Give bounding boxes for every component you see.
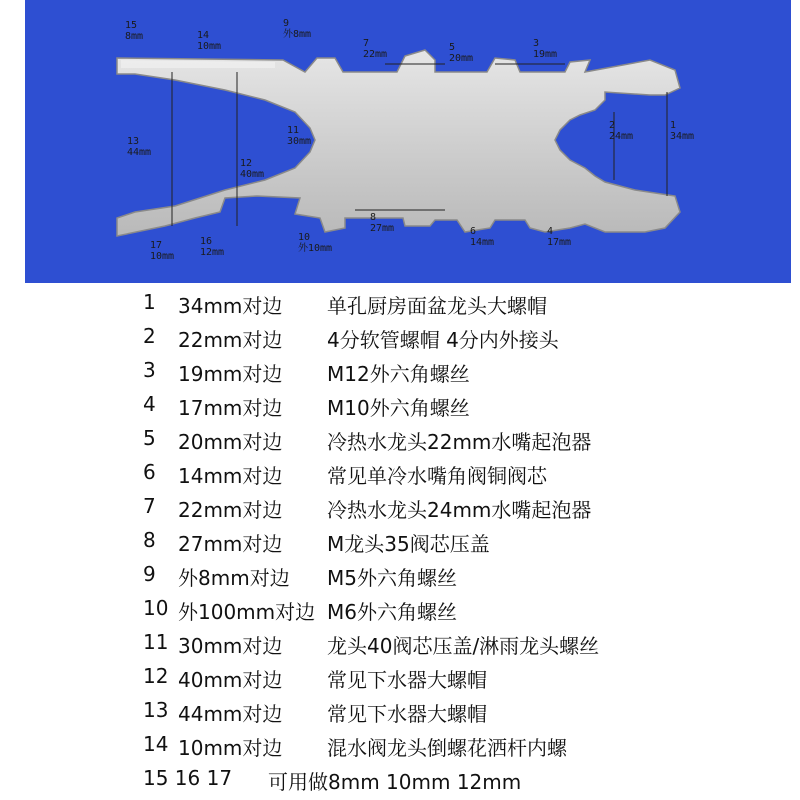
- photo-label: 15 8mm: [125, 20, 144, 42]
- spec-number: 7: [143, 494, 156, 518]
- spec-row: [0, 728, 800, 762]
- spec-row: [0, 354, 800, 388]
- spec-use: 冷热水龙头24mm水嘴起泡器: [327, 498, 592, 522]
- spec-size: 14mm对边: [178, 464, 283, 488]
- spec-row: [0, 592, 800, 626]
- photo-label: 2 24mm: [609, 120, 634, 142]
- footer-text: 可用做8mm 10mm 12mm: [268, 770, 522, 794]
- spec-use: 4分软管螺帽 4分内外接头: [327, 328, 559, 352]
- spec-use: M12外六角螺丝: [327, 362, 470, 386]
- spec-number: 10: [143, 596, 169, 620]
- spec-row: [0, 660, 800, 694]
- spec-size: 17mm对边: [178, 396, 283, 420]
- footer-row: [0, 762, 800, 796]
- spec-size: 44mm对边: [178, 702, 283, 726]
- spec-use: 常见下水器大螺帽: [327, 668, 487, 692]
- spec-size: 外100mm对边: [178, 600, 316, 624]
- footer-numbers: 15 16 17: [143, 766, 233, 790]
- spec-size: 30mm对边: [178, 634, 283, 658]
- spec-size: 19mm对边: [178, 362, 283, 386]
- spec-number: 2: [143, 324, 156, 348]
- spec-row: [0, 558, 800, 592]
- spec-size: 外8mm对边: [178, 566, 290, 590]
- spec-use: 常见单冷水嘴角阀铜阀芯: [327, 464, 547, 488]
- spec-number: 3: [143, 358, 156, 382]
- spec-number: 11: [143, 630, 169, 654]
- spec-row: [0, 286, 800, 320]
- spec-size: 10mm对边: [178, 736, 283, 760]
- photo-label: 1 34mm: [670, 120, 695, 142]
- spec-use: 常见下水器大螺帽: [327, 702, 487, 726]
- spec-number: 14: [143, 732, 169, 756]
- spec-use: 龙头40阀芯压盖/淋雨龙头螺丝: [327, 634, 600, 658]
- spec-number: 4: [143, 392, 156, 416]
- spec-row: [0, 694, 800, 728]
- spec-row: [0, 388, 800, 422]
- spec-use: 冷热水龙头22mm水嘴起泡器: [327, 430, 592, 454]
- spec-size: 27mm对边: [178, 532, 283, 556]
- spec-list: [0, 283, 800, 800]
- spec-size: 40mm对边: [178, 668, 283, 692]
- spec-row: [0, 490, 800, 524]
- spec-number: 12: [143, 664, 169, 688]
- photo-label: 13 44mm: [127, 136, 152, 158]
- photo-label: 10 外10mm: [298, 232, 333, 254]
- spec-size: 20mm对边: [178, 430, 283, 454]
- photo-label: 9 外8mm: [283, 18, 312, 40]
- spec-size: 34mm对边: [178, 294, 283, 318]
- photo-label: 16 12mm: [200, 236, 225, 258]
- spec-number: 5: [143, 426, 156, 450]
- photo-label: 4 17mm: [547, 226, 572, 248]
- spec-use: 混水阀龙头倒螺花洒杆内螺: [327, 736, 567, 760]
- wrench-photo: [25, 0, 791, 283]
- photo-label: 8 27mm: [370, 212, 395, 234]
- spec-row: [0, 422, 800, 456]
- photo-label: 3 19mm: [533, 38, 558, 60]
- spec-size: 22mm对边: [178, 498, 283, 522]
- spec-size: 22mm对边: [178, 328, 283, 352]
- spec-number: 8: [143, 528, 156, 552]
- spec-row: [0, 456, 800, 490]
- spec-number: 1: [143, 290, 156, 314]
- photo-label: 11 30mm: [287, 125, 312, 147]
- spec-number: 6: [143, 460, 156, 484]
- photo-label: 6 14mm: [470, 226, 495, 248]
- spec-use: M龙头35阀芯压盖: [327, 532, 490, 556]
- photo-label: 17 10mm: [150, 240, 175, 262]
- spec-number: 9: [143, 562, 156, 586]
- photo-label: 14 10mm: [197, 30, 222, 52]
- spec-number: 13: [143, 698, 169, 722]
- photo-label: 7 22mm: [363, 38, 388, 60]
- spec-row: [0, 320, 800, 354]
- spec-use: M10外六角螺丝: [327, 396, 470, 420]
- spec-use: M5外六角螺丝: [327, 566, 457, 590]
- spec-row: [0, 626, 800, 660]
- spec-row: [0, 524, 800, 558]
- wrench-body: [117, 50, 680, 236]
- photo-label: 5 20mm: [449, 42, 474, 64]
- spec-use: 单孔厨房面盆龙头大螺帽: [327, 294, 547, 318]
- spec-use: M6外六角螺丝: [327, 600, 457, 624]
- photo-label: 12 40mm: [240, 158, 265, 180]
